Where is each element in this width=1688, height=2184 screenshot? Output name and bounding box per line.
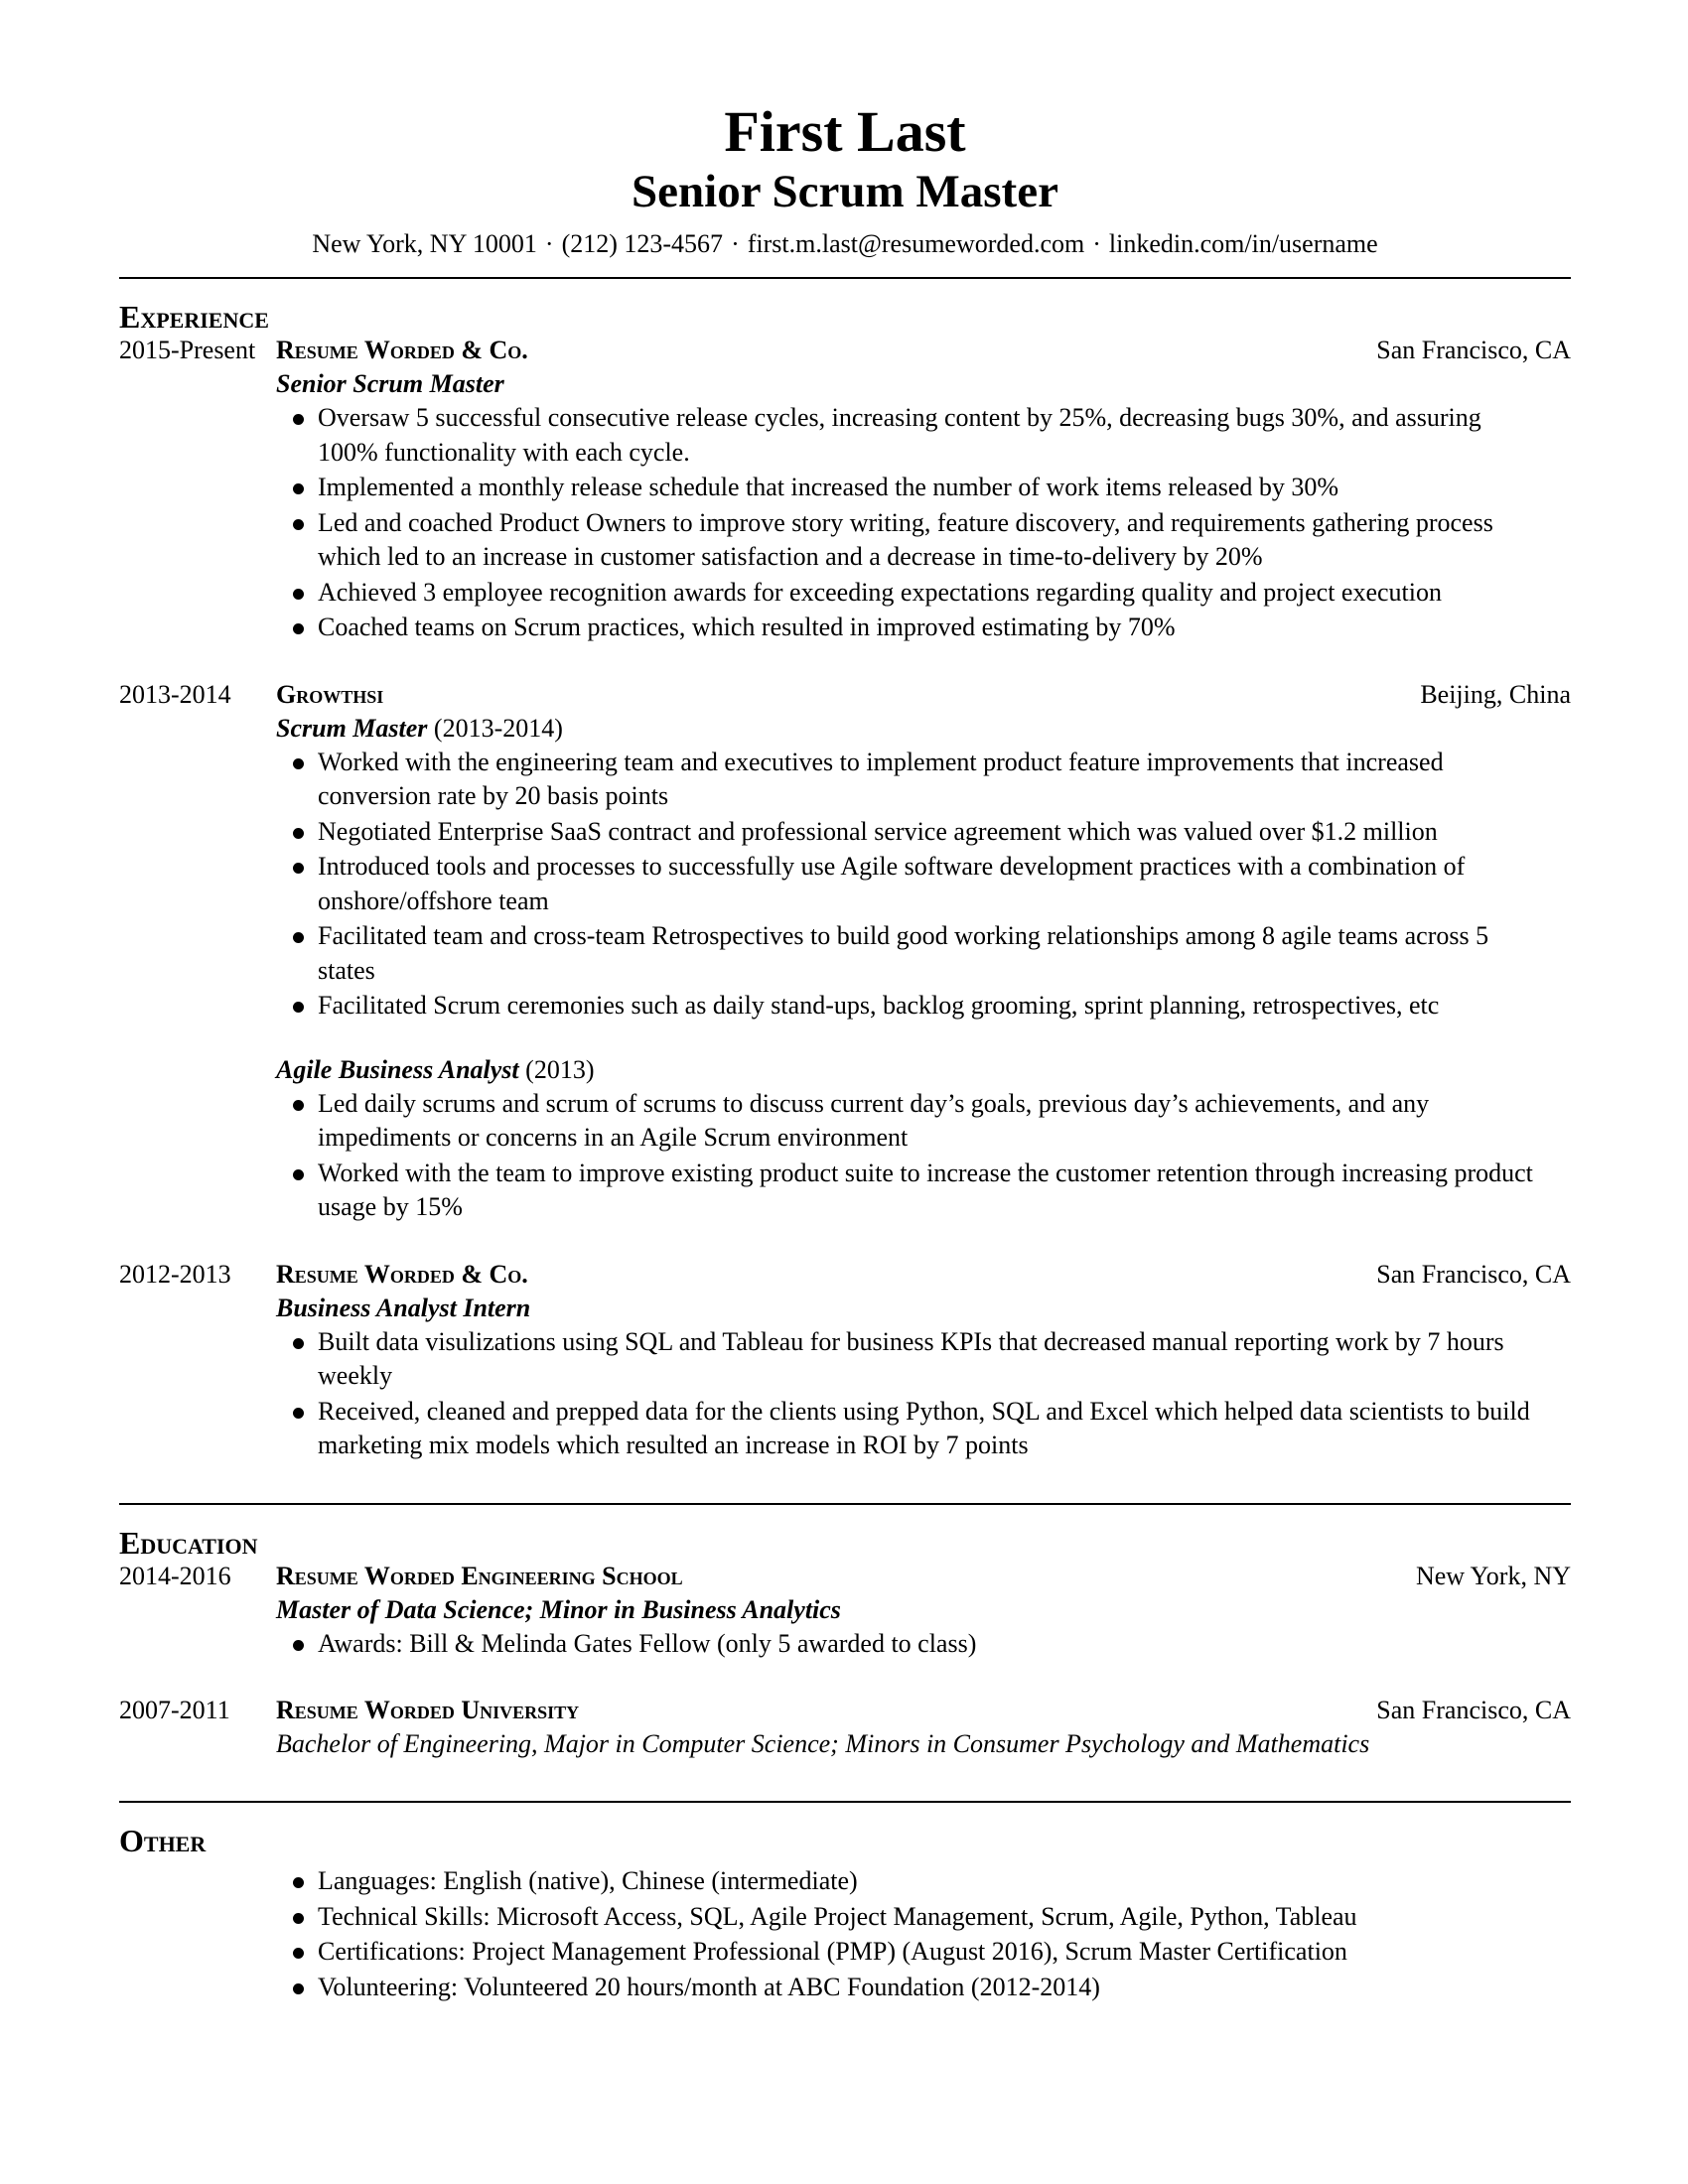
bullet-icon <box>293 1169 304 1180</box>
job-role <box>276 367 1571 401</box>
role-title: Agile Business Analyst <box>276 1054 519 1084</box>
job-role <box>276 1292 1571 1325</box>
job-company: Growthsi <box>276 679 384 709</box>
bullet-text: Negotiated Enterprise SaaS contract and professional service agreement which was valued over $1.2 million <box>318 816 1438 846</box>
school-location: San Francisco, CA <box>1376 1696 1571 1724</box>
candidate-name: First Last <box>724 99 966 164</box>
bullet-icon <box>293 1100 304 1111</box>
contact-linkedin[interactable]: linkedin.com/in/username <box>1108 229 1378 258</box>
bullet-text: Facilitated team and cross-team Retrospectives to build good working relationships among 8 agile teams across 5 states <box>318 921 1489 985</box>
bullet-text: Technical Skills: Microsoft Access, SQL, Agile Project Management, Scrum, Agile, Python, Tableau <box>318 1901 1357 1931</box>
bullet-text: Coached teams on Scrum practices, which resulted in improved estimating by 70% <box>318 613 1176 641</box>
degree-text: Master of Data Science; Minor in Business Analytics <box>276 1594 841 1624</box>
bullet-text: Achieved 3 employee recognition awards for exceeding expectations regarding quality and project execution <box>318 577 1443 607</box>
bullet-icon <box>293 863 304 874</box>
contact-location: New York, NY 10001 <box>312 229 537 258</box>
contact-separator: · <box>731 229 740 258</box>
role-title: Senior Scrum Master <box>276 369 504 398</box>
list-item <box>293 1325 1534 1394</box>
list-item <box>293 1157 1534 1225</box>
bullet-list <box>293 746 1534 1024</box>
section-divider <box>119 1801 1571 1803</box>
contact-line <box>119 226 1571 262</box>
bullet-icon <box>293 414 304 425</box>
list-item <box>293 1971 1534 2005</box>
bullet-list <box>293 1325 1534 1463</box>
bullet-text: Built data visulizations using SQL and Tableau for business KPIs that decreased manual reporting work by 7 hours weekly <box>318 1326 1504 1390</box>
section-divider <box>119 277 1571 279</box>
job-role <box>276 1053 1571 1087</box>
list-item <box>293 1935 1534 1970</box>
bullet-text: Worked with the team to improve existing product suite to increase the customer retention through increasing product usage by 15% <box>318 1158 1533 1221</box>
bullet-icon <box>293 1640 304 1651</box>
job-company: Resume Worded & Co. <box>276 336 528 364</box>
bullet-icon <box>293 483 304 494</box>
job-header <box>119 333 1571 367</box>
list-item <box>293 471 1534 505</box>
resume-header <box>119 99 1571 262</box>
list-item <box>293 576 1534 611</box>
list-item <box>293 1864 1534 1899</box>
contact-separator: · <box>1092 229 1101 258</box>
candidate-title: Senior Scrum Master <box>632 166 1058 217</box>
resume-page <box>119 99 1571 2005</box>
bullet-icon <box>293 1913 304 1924</box>
bullet-text: Introduced tools and processes to successfully use Agile software development practices with a combination of onshore/offshore team <box>318 852 1466 915</box>
bullet-icon <box>293 828 304 839</box>
list-item <box>293 611 1534 645</box>
bullet-text: Facilitated Scrum ceremonies such as daily stand-ups, backlog grooming, sprint planning, retrospectives, etc <box>318 991 1440 1020</box>
bullet-text: Certifications: Project Management Professional (PMP) (August 2016), Scrum Master Certification <box>318 1937 1347 1966</box>
bullet-text: Led and coached Product Owners to improve story writing, feature discovery, and requirements gathering process which led to an increase in customer satisfaction and a decrease in time-to-delivery by 20% <box>318 507 1493 571</box>
list-item <box>293 1627 1534 1662</box>
job-location: San Francisco, CA <box>1376 1259 1571 1289</box>
experience-heading: Experience <box>119 299 269 335</box>
role-title: Business Analyst Intern <box>276 1293 531 1322</box>
role-title: Scrum Master <box>276 713 428 743</box>
bullet-text: Awards: Bill & Melinda Gates Fellow (only 5 awarded to class) <box>318 1628 977 1658</box>
education-entry <box>119 1693 1571 1761</box>
education-section <box>119 1559 1571 1762</box>
bullet-icon <box>293 519 304 530</box>
job-dates: 2015-Present <box>119 336 256 364</box>
bullet-text: Oversaw 5 successful consecutive release cycles, increasing content by 25%, decreasing bugs 30%, and assuring 100% functionality with each cycle. <box>318 403 1481 467</box>
bullet-icon <box>293 758 304 769</box>
education-header <box>119 1693 1571 1727</box>
list-item <box>293 746 1534 814</box>
bullet-icon <box>293 1338 304 1349</box>
education-entry <box>119 1559 1571 1662</box>
job-dates: 2012-2013 <box>119 1259 231 1289</box>
school-location: New York, NY <box>1415 1561 1571 1590</box>
other-list <box>293 1864 1534 2004</box>
bullet-icon <box>293 589 304 600</box>
education-dates: 2007-2011 <box>119 1696 230 1724</box>
job-header <box>119 1257 1571 1292</box>
degree <box>276 1593 1571 1627</box>
job-header <box>119 677 1571 712</box>
bullet-icon <box>293 1002 304 1013</box>
degree: Bachelor of Engineering, Major in Computer Science; Minors in Consumer Psychology and Mathematics <box>276 1729 1370 1758</box>
bullet-icon <box>293 1948 304 1959</box>
contact-email[interactable]: first.m.last@resumeworded.com <box>747 229 1085 258</box>
bullet-list <box>293 1627 1534 1662</box>
bullet-text: Implemented a monthly release schedule that increased the number of work items released by 30% <box>318 473 1339 501</box>
job-dates: 2013-2014 <box>119 679 231 709</box>
experience-section <box>119 333 1571 1463</box>
bullet-list <box>293 1087 1534 1225</box>
bullet-icon <box>293 1983 304 1994</box>
bullet-text: Received, cleaned and prepped data for the clients using Python, SQL and Excel which helped data scientists to build marketing mix models which resulted an increase in ROI by 7 points <box>318 1396 1530 1459</box>
bullet-icon <box>293 623 304 634</box>
job-location: San Francisco, CA <box>1376 336 1571 364</box>
list-item <box>293 506 1534 575</box>
bullet-icon <box>293 1877 304 1888</box>
role-period: (2013-2014) <box>433 713 563 743</box>
school-name: Resume Worded University <box>276 1696 580 1724</box>
bullet-text: Led daily scrums and scrum of scrums to discuss current day’s goals, previous day’s achievements, and any impediments or concerns in an Agile Scrum environment <box>318 1088 1430 1152</box>
job-entry <box>119 333 1571 645</box>
list-item <box>293 1395 1534 1463</box>
job-entry <box>119 1257 1571 1463</box>
list-item <box>293 1087 1534 1156</box>
other-heading: Other <box>119 1823 207 1858</box>
bullet-icon <box>293 1408 304 1419</box>
list-item <box>293 850 1534 918</box>
job-entry <box>119 677 1571 1225</box>
list-item <box>293 1900 1534 1935</box>
education-heading: Education <box>119 1524 258 1561</box>
list-item <box>293 401 1534 470</box>
bullet-icon <box>293 932 304 943</box>
bullet-text: Worked with the engineering team and executives to implement product feature improvements that increased conversion rate by 20 basis points <box>318 747 1444 810</box>
school-name: Resume Worded Engineering School <box>276 1561 683 1590</box>
job-role <box>276 712 1571 746</box>
list-item <box>293 815 1534 850</box>
job-location: Beijing, China <box>1420 679 1571 709</box>
bullet-text: Volunteering: Volunteered 20 hours/month at ABC Foundation (2012-2014) <box>318 1972 1100 2001</box>
section-divider <box>119 1503 1571 1505</box>
list-item <box>293 989 1534 1024</box>
education-header <box>119 1559 1571 1593</box>
bullet-list <box>293 401 1534 645</box>
contact-phone: (212) 123-4567 <box>561 229 724 258</box>
bullet-text: Languages: English (native), Chinese (intermediate) <box>318 1866 858 1895</box>
education-dates: 2014-2016 <box>119 1561 231 1590</box>
role-period: (2013) <box>525 1054 595 1084</box>
contact-separator: · <box>544 229 554 258</box>
job-company: Resume Worded & Co. <box>276 1259 528 1289</box>
list-item <box>293 919 1534 988</box>
